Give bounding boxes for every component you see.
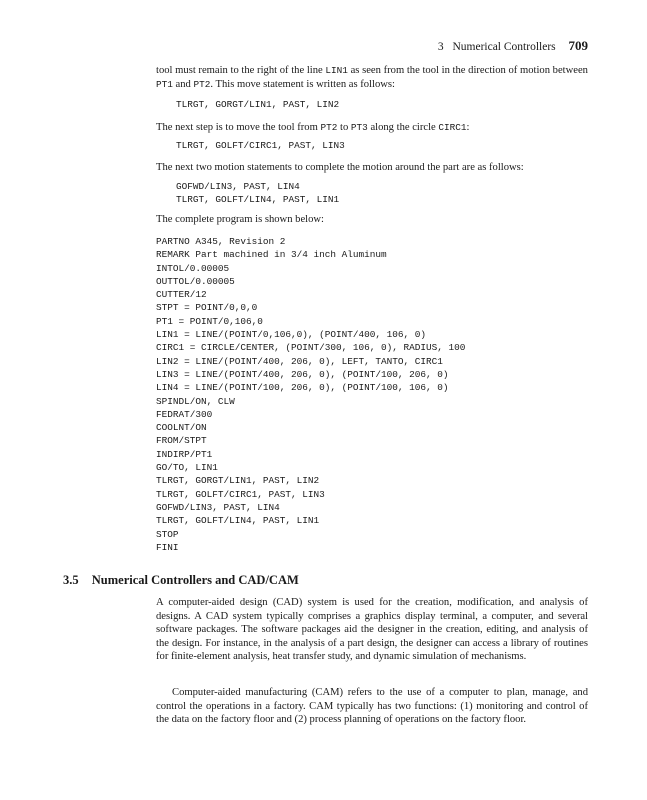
text-run: and bbox=[172, 78, 194, 90]
code-inline: PT3 bbox=[350, 122, 368, 133]
section-title: Numerical Controllers and CAD/CAM bbox=[91, 573, 299, 587]
header-section-number: 3 bbox=[437, 41, 444, 53]
code-inline: LIN1 bbox=[325, 65, 348, 76]
move-statement-2: TLRGT, GOLFT/CIRC1, PAST, LIN3 bbox=[176, 140, 345, 151]
intro-paragraph-3: The next two motion statements to complete the motion around the part are as follows: bbox=[156, 162, 524, 173]
section-body-paragraph-1: A computer-aided design (CAD) system is used for the creation, modification, and analysis of designs. A CAD system typically comprises a graphics display terminal, a computer, and several software packages. The software packages aid the designer in the creation, editing, and analysis of the design. For instance, in the analysis of a part design, the designer can access a library of routines for finite-element analysis, heat transfer study, and dynamic simulation of mechanisms. bbox=[156, 597, 588, 662]
section-body-paragraph-2: Computer-aided manufacturing (CAM) refers to the use of a computer to plan, manage, and control the operations in a factory. CAM typically has two functions: (1) monitoring and control of the data on the factory floor and (2) process planning of operations on the factory floor. bbox=[156, 687, 588, 725]
text-run: The next step is to move the tool from bbox=[156, 122, 321, 133]
code-inline: PT1 bbox=[156, 78, 173, 90]
header-section-title: Numerical Controllers bbox=[452, 41, 556, 53]
code-inline: PT2 bbox=[193, 78, 211, 90]
intro-paragraph-4: The complete program is shown below: bbox=[156, 214, 324, 225]
text-run: : bbox=[466, 122, 470, 133]
code-inline: CIRC1 bbox=[438, 122, 467, 133]
text-run: to bbox=[337, 122, 351, 133]
move-statement-1: TLRGT, GORGT/LIN1, PAST, LIN2 bbox=[176, 99, 340, 110]
text-run: as seen from the tool in the direction of motion between bbox=[347, 65, 588, 76]
intro-paragraph-1 bbox=[156, 64, 588, 91]
page-number: 709 bbox=[568, 38, 588, 53]
section-number: 3.5 bbox=[63, 573, 79, 587]
apt-program-listing: PARTNO A345, Revision 2 REMARK Part machined in 3/4 inch Aluminum INTOL/0.00005 OUTTOL/0.00005 CUTTER/12 STPT = POINT/0,0,0 PT1 = POINT/0,106,0 LIN1 = LINE/(POINT/0,106,0), (POINT/400, 106, 0) CIRC1 = CIRCLE/CENTER, (POINT/300, 106, 0), RADIUS, 100 LIN2 = LINE/(POINT/400, 206, 0), LEFT, TANTO, CIRC1 LIN3 = LINE/(POINT/400, 206, 0), (POINT/100, 206, 0) LIN4 = LINE/(POINT/100, 206, 0), (POINT/100, 106, 0) SPINDL/ON, CLW FEDRAT/300 COOLNT/ON FROM/STPT INDIRP/PT1 GO/TO, LIN1 TLRGT, GORGT/LIN1, PAST, LIN2 TLRGT, GOLFT/CIRC1, PAST, LIN3 GOFWD/LIN3, PAST, LIN4 TLRGT, GOLFT/LIN4, PAST, LIN1 STOP FINI bbox=[156, 236, 466, 553]
running-header bbox=[438, 38, 588, 54]
section-heading bbox=[63, 573, 299, 588]
code-inline: PT2 bbox=[320, 122, 338, 133]
text-run: along the circle bbox=[367, 122, 439, 133]
text-run: tool must remain to the right of the line bbox=[156, 65, 326, 76]
move-statement-3: GOFWD/LIN3, PAST, LIN4 TLRGT, GOLFT/LIN4, PAST, LIN1 bbox=[176, 181, 340, 206]
text-run: . This move statement is written as follows: bbox=[210, 78, 395, 90]
intro-paragraph-2 bbox=[156, 121, 469, 135]
